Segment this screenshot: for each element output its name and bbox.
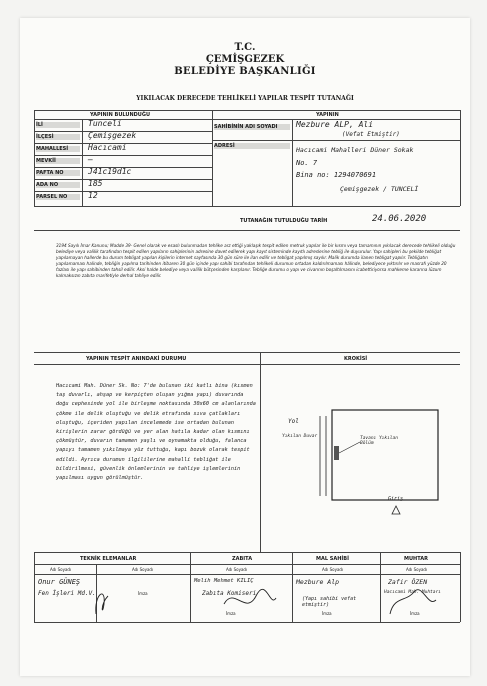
divider (260, 352, 261, 552)
divider (34, 564, 460, 565)
tech-name: Onur GÜNEŞ (38, 578, 81, 586)
sig-sub-label: Adı Soyadı (406, 567, 428, 572)
owner-sign-name: Mezbure Alp (296, 578, 340, 586)
row-label-pafta: PAFTA NO (36, 170, 80, 176)
owner-address-line2: No. 7 (296, 159, 318, 167)
row-value-ada: 185 (88, 179, 103, 188)
tech-signature (96, 594, 108, 614)
zabita-title: Zabıta Komiseri (202, 590, 257, 597)
sign-label: İmza (138, 591, 148, 596)
owner-address-line4: Çemişgezek / TUNCELİ (340, 185, 419, 193)
divider (34, 119, 212, 120)
owner-address-line1: Hacıcami Mahalleri Düner Sokak (296, 146, 414, 154)
signature-scribbles (34, 574, 460, 622)
sign-label: İmza (226, 611, 236, 616)
findings-text: Hacıcami Mah. Düner Sk. No: 7'de bulunan iki katlı bina (kısmen taş duvarlı, ahşap ve kerpiçten oluşan yığma yapı) duvarında doğu cephesinde yol ile birleşme noktasında 30x60 cm alanlarında çökme ile delik oluştuğu ve delik etrafında sıva çatlakları oluştuğu, içeriden yapılan incelemede ise ortadan bulunan kirişlerin zarar gördüğü ve yer alan hatıla kadar olan kısmını çökmüştür, duvarın tamamen yaşlı ve oynamakta olduğu, falanca yapıyı tamamen yıkılmaya yüz tuttuğu, kapı bozuk olarak tespit edildi. Ayrıca durumun ilgililerine mahalli tebliğat ile bildirilmesi, güvenlik önlemlerinin ve tahliye işlemlerinin yapılması uygun görülmüştür. (56, 383, 256, 482)
tech-title: Fen İşleri Md.V. (38, 590, 96, 597)
row-label-mevki: MEVKİİ (36, 158, 80, 164)
divider (34, 364, 460, 365)
owner-section-title: YAPININ (316, 112, 339, 118)
owner-address-line3: Bina no: 1294070691 (296, 171, 377, 179)
zabita-signature (224, 589, 276, 604)
sketch-right-label: Tavanı Yıkılan Bölüm (360, 436, 398, 446)
sketch-road-label: Yol (288, 418, 299, 425)
sig-header-zabita: ZABITA (232, 556, 253, 562)
divider (34, 179, 212, 180)
sketch-diagram (264, 366, 458, 550)
building-outline (332, 410, 438, 500)
owner-name-label: SAHİBİNİN ADI SOYADI (214, 124, 290, 130)
owner-name-value: Mezbure ALP, Ali (296, 120, 374, 129)
zabita-name: Melih Mehmet KILIÇ (194, 578, 254, 584)
row-value-il: Tunceli (88, 119, 122, 128)
row-label-parsel: PARSEL NO (36, 194, 80, 200)
sign-label: İmza (322, 611, 332, 616)
divider (34, 230, 460, 231)
divider (82, 119, 83, 206)
sig-header-tech: TEKNİK ELEMANLAR (80, 556, 137, 562)
row-label-ilce: İLÇESİ (36, 134, 80, 140)
collapsed-wall-mark (334, 446, 339, 460)
divider (292, 119, 293, 206)
row-label-il: İLİ (36, 122, 80, 128)
sketch-left-label: Yıkılan Duvar (282, 434, 318, 439)
entrance-arrow (392, 506, 400, 514)
row-value-pafta: J41c19d1c (88, 167, 132, 176)
owner-sign-note: (Yapı sahibi vefat etmiştir) (302, 596, 357, 608)
sig-sub-label: Adı Soyadı (132, 567, 154, 572)
row-label-mahalle: MAHALLESİ (36, 146, 80, 152)
sig-header-owner: MAL SAHİBİ (316, 556, 349, 562)
date-value: 24.06.2020 (372, 214, 427, 224)
divider (212, 110, 213, 206)
row-value-mahalle: Hacıcami (88, 143, 127, 152)
divider (34, 622, 460, 623)
owner-name-note: (Vefat Etmiştir) (342, 131, 400, 138)
sketch-title: KROKİSİ (344, 356, 368, 362)
muhtar-name: Zafir ÖZEN (388, 578, 428, 586)
row-value-parsel: 12 (88, 191, 98, 200)
sketch-bottom-label: Giriş (388, 496, 404, 502)
row-value-mevki: — (88, 155, 93, 164)
date-label: TUTANAĞIN TUTULDUĞU TARİH (240, 218, 328, 224)
sign-label: İmza (410, 611, 420, 616)
row-label-ada: ADA NO (36, 182, 80, 188)
row-value-ilce: Çemişgezek (88, 131, 137, 140)
divider (34, 110, 460, 111)
sig-sub-label: Adı Soyadı (50, 567, 72, 572)
divider (212, 140, 460, 141)
divider (460, 110, 461, 206)
divider (34, 191, 212, 192)
findings-title: YAPININ TESPİT ANINDAKİ DURUMU (86, 356, 187, 362)
document-title: YIKILACAK DERECEDE TEHLİKELİ YAPILAR TESPİT TUTANAĞI (136, 95, 354, 102)
header-tc: T.C. (234, 42, 256, 53)
sig-header-muhtar: MUHTAR (404, 556, 428, 562)
law-text: 3194 Sayılı İmar Kanunu; Madde 39- Genel olarak ve esaslı bulunmadan tehlike arz ettiği yaklaşık tespit edilen metruk yapılar ile bir kısmı veya tamamının yıkılacak derecede tehlikeli olduğu belediye veya valilik tarafından tespit edilen yapıların sahiplerinin adresine davet edilerek yapı kayıt sisteminde kayıtlı adreslerine tebliğ ile duyurulur. Yapı sahipleri bu şekilde tebliğat yapılamayan hallerde bu durum tebligat yapılan kişilerin internet sayfasında 30 gün süre ile ilan edilir ve tebligat yapılmış sayılır. Malik durumda ilanen tebligat yapılır. Tebliğatın yapılamaması halinde, tebliğin yapılma tarihinden itibaren 30 gün içinde yapı sahibi tarafından tehlikeli durumun ortadan kaldırılmaması hâlinde, belediyece yıktırılır ve masrafı yüzde 20 fazlası ile yapı sahibinden tahsil edilir. Aksi halde belediye veya valilik bütçesinden karşılanır. Tebliğe durumu o yapı ve civarının boşaltılmasını icabettiriyorsa mahkeme kararına lüzum kalmaksızın zabıta marifetiyle derhal tahliye edilir. (56, 243, 456, 279)
header-municipality: BELEDİYE BAŞKANLIĞI (174, 66, 316, 77)
location-section-title: YAPININ BULUNDUĞU (90, 112, 151, 118)
divider (34, 352, 460, 353)
leader-line (339, 442, 360, 453)
divider (34, 206, 460, 207)
divider (34, 552, 460, 553)
divider (460, 552, 461, 622)
divider (34, 155, 212, 156)
document-page (20, 18, 470, 676)
muhtar-signature (390, 590, 436, 614)
sig-sub-label: Adı Soyadı (322, 567, 344, 572)
sig-sub-label: Adı Soyadı (226, 567, 248, 572)
owner-address-label: ADRESİ (214, 143, 290, 149)
muhtar-title: Hacıcami Mah. Muhtarı (384, 590, 441, 595)
header-district: ÇEMİŞGEZEK (205, 54, 285, 65)
